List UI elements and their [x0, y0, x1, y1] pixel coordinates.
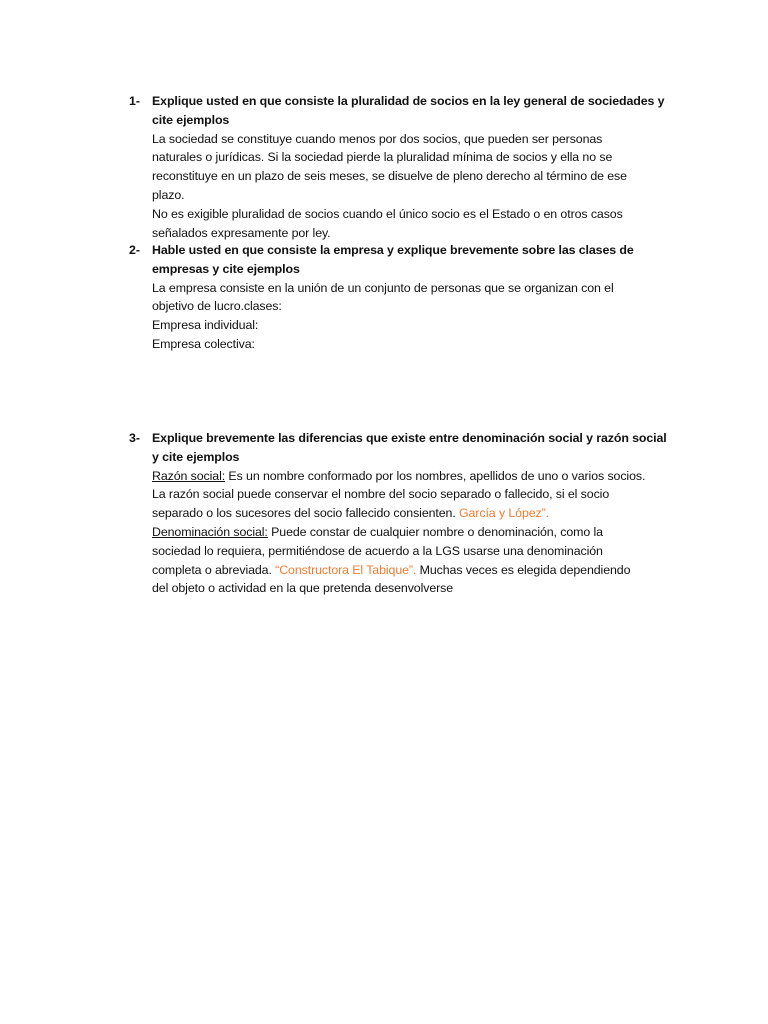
razon-social-example: García y López”.	[459, 506, 550, 521]
answer-text	[152, 467, 669, 599]
answer-line: No es exigible pluralidad de socios cuando el único socio es el Estado o en otros casos	[152, 206, 623, 221]
answer-line: La empresa consiste en la unión de un conjunto de personas que se organizan con el	[152, 280, 614, 295]
item-body	[152, 241, 669, 354]
answer-line: señalados expresamente por ley.	[152, 225, 331, 240]
question-item-1	[129, 92, 669, 242]
razon-social-line	[152, 467, 669, 486]
question-line: Explique usted en que consiste la pluralidad de socios en la ley general de sociedades y	[152, 94, 665, 108]
answer-fragment: Muchas veces es elegida dependiendo	[416, 562, 631, 577]
answer-line: La sociedad se constituye cuando menos por dos socios, que pueden ser personas	[152, 131, 603, 146]
denominacion-social-term: Denominación social:	[152, 524, 268, 539]
question-line: Hable usted en que consiste la empresa y explique brevemente sobre las clases de	[152, 243, 634, 257]
answer-line: La razón social puede conservar el nombre del socio separado o fallecido, si el socio	[152, 487, 610, 502]
item-number: 2-	[129, 243, 141, 257]
item-number: 3-	[129, 431, 141, 445]
question-text	[152, 429, 669, 467]
item-body	[152, 429, 669, 598]
answer-text	[152, 279, 669, 354]
answer-line: Empresa colectiva:	[152, 336, 255, 351]
answer-line: reconstituye en un plazo de seis meses, se disuelve de pleno derecho al término de ese	[152, 169, 627, 184]
item-number: 1-	[129, 94, 141, 108]
denominacion-social-example-line	[152, 561, 669, 580]
question-line: empresas y cite ejemplos	[152, 261, 300, 276]
question-line: y cite ejemplos	[152, 449, 240, 464]
question-text	[152, 241, 669, 279]
razon-social-term: Razón social:	[152, 468, 226, 483]
question-item-3	[129, 429, 669, 598]
razon-social-example-line	[152, 504, 669, 523]
answer-line: naturales o jurídicas. Si la sociedad pierde la pluralidad mínima de socios y ella no se	[152, 150, 613, 165]
answer-line: plazo.	[152, 187, 185, 202]
answer-text	[152, 130, 669, 243]
item-body	[152, 92, 669, 242]
question-item-2	[129, 241, 669, 354]
answer-fragment: completa o abreviada.	[152, 562, 276, 577]
denominacion-social-definition: Puede constar de cualquier nombre o denominación, como la	[267, 524, 603, 539]
question-line: Explique brevemente las diferencias que existe entre denominación social y razón social	[152, 431, 667, 445]
answer-fragment: separado o los sucesores del socio fallecido consienten.	[152, 506, 460, 521]
question-text	[152, 92, 669, 130]
answer-line: del objeto o actividad en la que pretenda desenvolverse	[152, 581, 454, 596]
answer-line: sociedad lo requiera, permitiéndose de acuerdo a la LGS usarse una denominación	[152, 543, 603, 558]
answer-line: Empresa individual:	[152, 318, 259, 333]
razon-social-definition: Es un nombre conformado por los nombres, apellidos de uno o varios socios.	[225, 468, 646, 483]
answer-line: objetivo de lucro.clases:	[152, 299, 282, 314]
question-line: cite ejemplos	[152, 112, 230, 127]
denominacion-social-line	[152, 523, 669, 542]
denominacion-social-example: “Constructora El Tabique”.	[275, 562, 417, 577]
